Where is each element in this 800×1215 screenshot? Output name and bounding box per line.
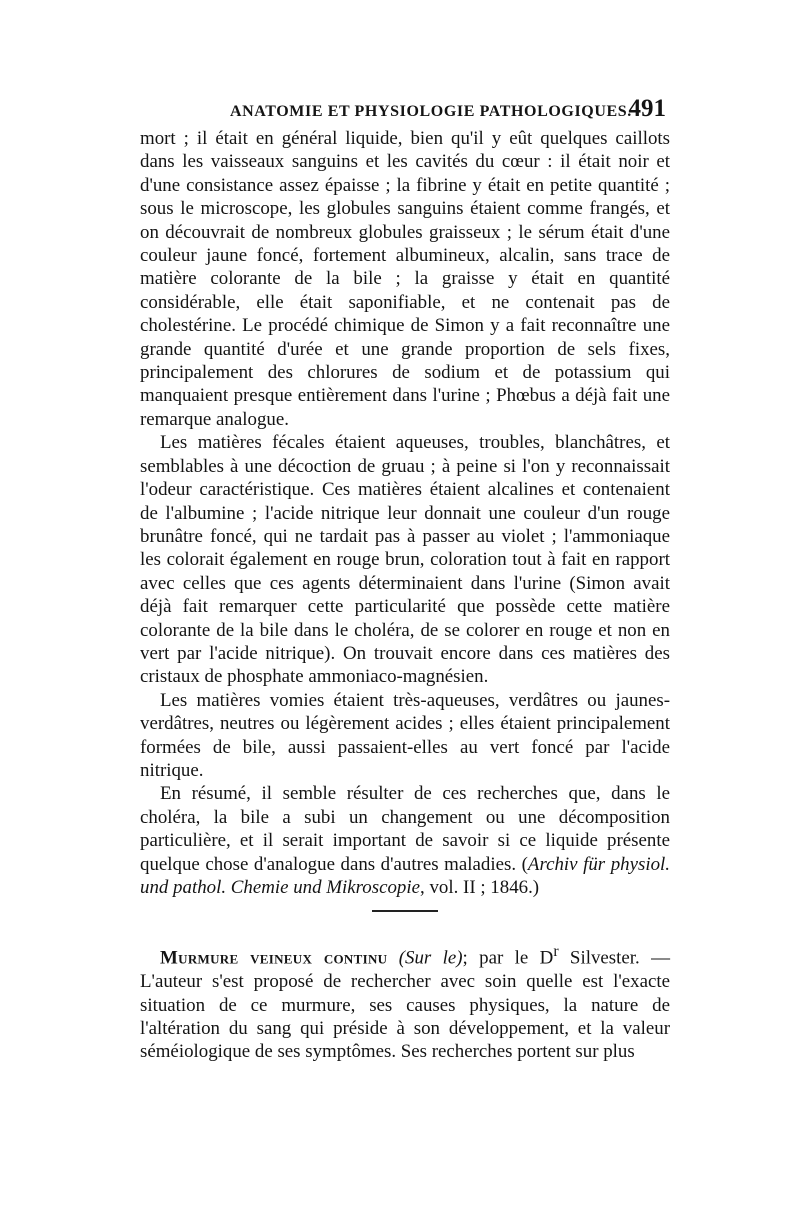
citation: Archiv für physiol. und pathol. Chemie und Mikroscopie <box>140 853 671 898</box>
article-sur-le: (Sur le) <box>398 947 463 969</box>
paragraph-1: mort ; il était en général liquide, bien qu'il y eût quelques caillots dans les vaisseaux sanguins et les cavités du cœur : il était noir et d'une consistance assez épaisse ; la fibrine y était en petite quantité ; sous le microscope, les globules sanguins étaient comme frangés, et on découvrait de nombreux globules graisseux ; le sérum était d'une couleur jaune foncé, fortement albumineux, alcalin, sans trace de matière colorante de la bile ; la graisse y était en quantité considérable, elle était saponifiable, et ne contenait pas de cholestérine. Le procédé chimique de Simon y a fait reconnaître une grande quantité d'urée et une grande proportion de sels fixes, principalement des chlorures de sodium et de potassium qui manquaient presque entièrement dans l'urine ; Phœbus a déjà fait une remarque analogue. <box>140 128 670 430</box>
body-text <box>140 127 670 1064</box>
page-header <box>140 95 670 125</box>
author-name: Silvester. — <box>558 947 670 969</box>
paragraph-4 <box>140 782 670 899</box>
paragraph-4-text: En résumé, il semble résulter de ces recherches que, dans le choléra, la bile a subi un changement ou une décomposition particulière, et il serait important de savoir si ce liquide présente quelque chose d'analogue dans d'autres maladies. ( <box>140 783 670 875</box>
author-prefix: ; par le D <box>462 947 554 969</box>
section-separator <box>372 910 438 912</box>
article-text: L'auteur s'est proposé de rechercher avec soin quelle est l'exacte situation de ce murmure, ses causes physiques, la nature de l'altération du sang qui préside à son développement, et la valeur séméiologique de ses symptômes. Ses recherches portent sur plus <box>140 971 670 1063</box>
citation-details: , vol. II ; 1846.) <box>420 877 540 898</box>
author-sup: r <box>553 943 559 961</box>
page-number: 491 <box>628 95 666 122</box>
article-paragraph <box>140 940 670 1063</box>
paragraph-3: Les matières vomies étaient très-aqueuses, verdâtres ou jaunes-verdâtres, neutres ou légèrement acides ; elles étaient principalement formées de bile, aussi passaient-elles au vert foncé par l'acide nitrique. <box>140 689 670 781</box>
paragraph-2: Les matières fécales étaient aqueuses, troubles, blanchâtres, et semblables à une décoction de gruau ; à peine si l'on y reconnaissait l'odeur caractéristique. Ces matières étaient alcalines et contenaient de l'albumine ; l'acide nitrique leur donnait une couleur d'un rouge brunâtre foncé, qui ne tardait pas à passer au violet ; l'ammoniaque les colorait également en rouge brun, coloration tout à fait en rapport avec celles que ces agents déterminaient dans l'urine (Simon avait déjà fait remarquer cette particularité que possède cette matière colorante de la bile dans le choléra, de se colorer en rouge et non en vert par l'acide nitrique). On trouvait encore dans ces matières des cristaux de phosphate ammoniaco-magnésien. <box>140 432 670 688</box>
article-title: Murmure veineux continu <box>160 947 388 969</box>
running-title: ANATOMIE ET PHYSIOLOGIE PATHOLOGIQUES. <box>230 103 632 120</box>
